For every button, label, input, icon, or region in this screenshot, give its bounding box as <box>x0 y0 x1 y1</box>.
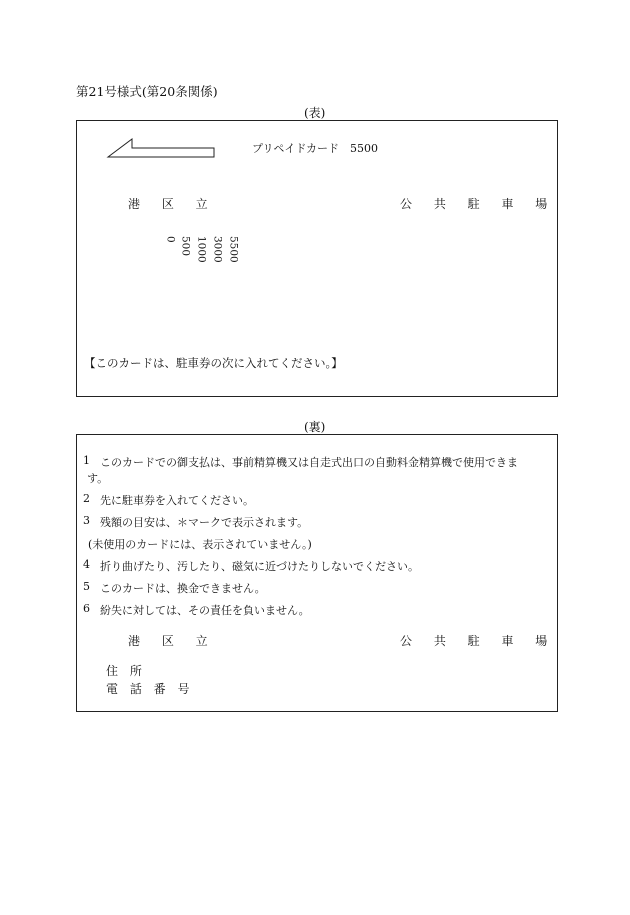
back-item-3-num: 3 <box>83 514 90 527</box>
back-issuer: 港 区 立 <box>128 634 217 648</box>
back-label: (裏) <box>304 420 326 434</box>
front-facility: 公 共 駐 車 場 <box>400 197 557 211</box>
balance-mark-3000: 3000 <box>211 236 224 263</box>
balance-mark-500: 500 <box>179 236 192 257</box>
back-item-3-note: (未使用のカードには、表示されていません。) <box>88 538 312 551</box>
back-item-5-num: 5 <box>83 580 90 593</box>
address-label: 住 所 <box>106 664 146 678</box>
card-name: プリペイドカード 5500 <box>252 142 379 155</box>
back-item-1-num: 1 <box>83 454 90 467</box>
back-item-5-text: このカードは、換金できません。 <box>100 582 266 595</box>
front-notice: 【このカードは、駐車券の次に入れてください。】 <box>84 356 343 370</box>
back-item-1-text: このカードでの御支払は、事前精算機又は自走式出口の自動料金精算機で使用できま <box>100 456 518 469</box>
back-item-4-num: 4 <box>83 558 90 571</box>
balance-mark-5500: 5500 <box>227 236 240 263</box>
back-item-4-text: 折り曲げたり、汚したり、磁気に近づけたりしないでください。 <box>100 560 419 573</box>
insert-direction-arrow-icon <box>105 136 217 160</box>
balance-mark-0: 0 <box>164 236 177 243</box>
balance-mark-1000: 1000 <box>195 236 208 263</box>
phone-label: 電 話 番 号 <box>106 682 194 696</box>
front-label: (表) <box>304 106 326 120</box>
back-item-2-num: 2 <box>83 492 90 505</box>
front-issuer: 港 区 立 <box>128 197 217 211</box>
back-item-6-text: 紛失に対しては、その責任を負いません。 <box>100 604 310 617</box>
back-facility: 公 共 駐 車 場 <box>400 634 557 648</box>
back-item-2-text: 先に駐車券を入れてください。 <box>100 494 254 507</box>
back-item-1-text-cont: す。 <box>87 472 109 485</box>
back-item-3-text: 残額の目安は、＊マークで表示されます。 <box>100 516 309 529</box>
back-item-6-num: 6 <box>83 602 90 615</box>
form-title: 第21号様式(第20条関係) <box>76 84 218 99</box>
